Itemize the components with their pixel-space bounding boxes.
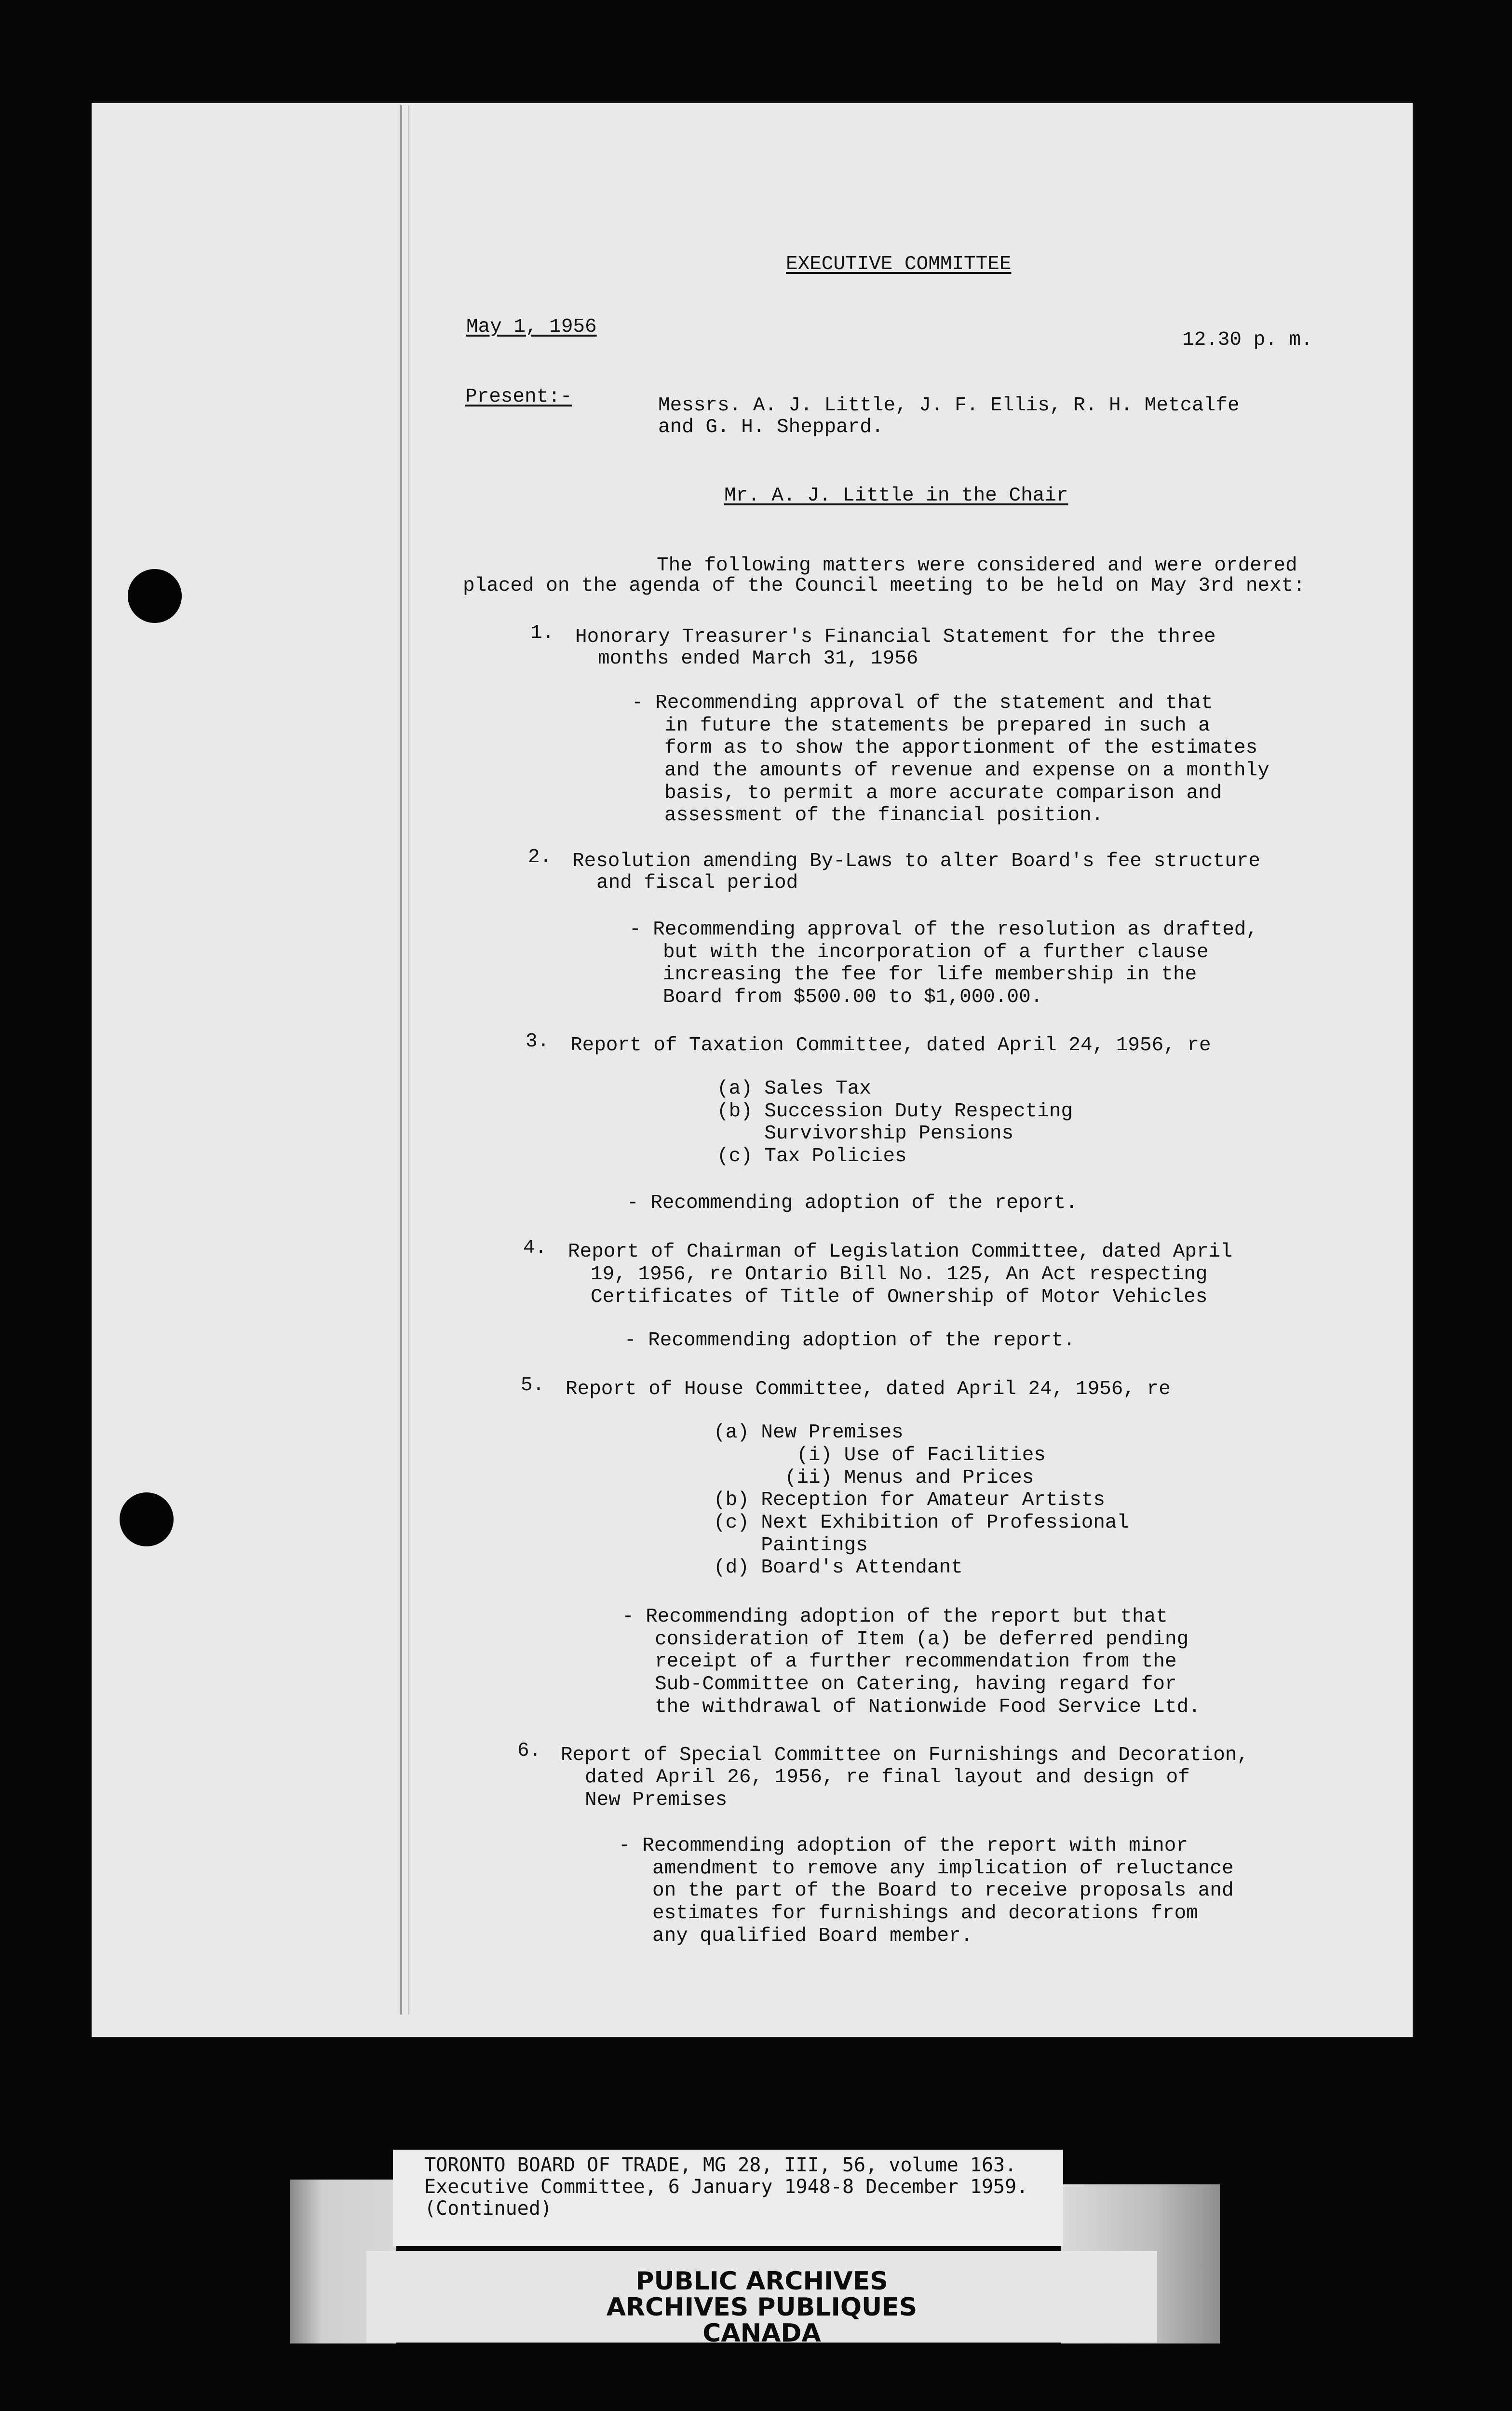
punch-hole-top: [128, 569, 182, 623]
item-3-sub: (a) Sales Tax: [717, 1078, 871, 1100]
item-1-recommendation: in future the statements be prepared in such a: [664, 715, 1210, 737]
item-2-line-2: and fiscal period: [596, 872, 798, 894]
item-1-line-2: months ended March 31, 1956: [598, 648, 918, 670]
item-3-sub: Survivorship Pensions: [717, 1123, 1014, 1145]
item-5-sub: Paintings: [714, 1534, 868, 1557]
archive-reference-line-1: TORONTO BOARD OF TRADE, MG 28, III, 56, volume 163.: [424, 2154, 1017, 2176]
item-3-recommendation: - Recommending adoption of the report.: [627, 1192, 1078, 1214]
item-3-line-1: Report of Taxation Committee, dated April 24, 1956, re: [570, 1034, 1211, 1057]
item-1-recommendation: - Recommending approval of the statement and that: [632, 692, 1213, 714]
present-line-2: and G. H. Sheppard.: [658, 416, 884, 438]
item-5-recommendation: consideration of Item (a) be deferred pending: [655, 1628, 1189, 1651]
item-1-recommendation: basis, to permit a more accurate comparison and: [664, 782, 1222, 804]
public-archives-stamp: [366, 2251, 1157, 2348]
document-title: EXECUTIVE COMMITTEE: [786, 253, 1012, 275]
item-5-sub: (a) New Premises: [714, 1422, 904, 1444]
item-5-recommendation: - Recommending adoption of the report but that: [622, 1606, 1168, 1628]
stamp-line-1: PUBLIC ARCHIVES: [635, 2267, 888, 2296]
item-4-line-2: 19, 1956, re Ontario Bill No. 125, An Act respecting: [591, 1263, 1208, 1286]
archive-reference-line-2: Executive Committee, 6 January 1948-8 December 1959.: [424, 2176, 1028, 2198]
item-2-recommendation: - Recommending approval of the resolution as drafted,: [629, 919, 1258, 941]
item-4-line-3: Certificates of Title of Ownership of Motor Vehicles: [591, 1286, 1208, 1308]
item-6-recommendation: amendment to remove any implication of reluctance: [652, 1857, 1234, 1880]
item-6-recommendation: any qualified Board member.: [652, 1925, 973, 1947]
item-1-recommendation: and the amounts of revenue and expense on a monthly: [664, 759, 1269, 782]
item-5-sub: (d) Board's Attendant: [714, 1557, 963, 1579]
item-2-recommendation: increasing the fee for life membership in the: [663, 963, 1197, 986]
item-5-sub: (ii) Menus and Prices: [714, 1467, 1034, 1489]
item-1-recommendation: assessment of the financial position.: [664, 804, 1104, 826]
stamp-line-3: CANADA: [702, 2319, 821, 2348]
intro-line-1: The following matters were considered and were ordered: [657, 555, 1297, 577]
item-2-recommendation: but with the incorporation of a further clause: [663, 941, 1209, 963]
item-5-recommendation: receipt of a further recommendation from the: [655, 1651, 1177, 1673]
meeting-time: 12.30 p. m.: [1182, 329, 1313, 351]
item-1-recommendation: form as to show the apportionment of the estimates: [664, 737, 1258, 759]
present-label: Present:-: [465, 386, 572, 408]
item-5-line-1: Report of House Committee, dated April 24, 1956, re: [566, 1378, 1171, 1400]
punch-hole-bottom: [120, 1492, 174, 1546]
item-3-sub: (c) Tax Policies: [717, 1145, 907, 1167]
item-4-line-1: Report of Chairman of Legislation Committee, dated April: [568, 1241, 1232, 1263]
item-4-recommendation: - Recommending adoption of the report.: [624, 1329, 1075, 1352]
intro-line-2: placed on the agenda of the Council meeting to be held on May 3rd next:: [463, 575, 1305, 597]
item-1-line-1: Honorary Treasurer's Financial Statement for the three: [575, 626, 1216, 648]
item-number: 3.: [526, 1030, 550, 1053]
item-5-sub: (i) Use of Facilities: [714, 1444, 1046, 1466]
item-6-line-3: New Premises: [585, 1789, 728, 1811]
chair-heading: Mr. A. J. Little in the Chair: [724, 485, 1068, 507]
present-line-1: Messrs. A. J. Little, J. F. Ellis, R. H. Metcalfe: [658, 394, 1240, 417]
margin-rule-secondary: [408, 105, 409, 2015]
archive-reference-line-3: (Continued): [424, 2197, 552, 2220]
item-number: 2.: [528, 846, 552, 868]
item-3-sub: (b) Succession Duty Respecting: [717, 1100, 1073, 1123]
item-6-line-1: Report of Special Committee on Furnishings and Decoration,: [561, 1744, 1249, 1766]
item-5-recommendation: Sub-Committee on Catering, having regard for: [655, 1673, 1177, 1695]
item-2-recommendation: Board from $500.00 to $1,000.00.: [663, 986, 1043, 1008]
item-number: 1.: [530, 622, 554, 644]
item-2-line-1: Resolution amending By-Laws to alter Board's fee structure: [572, 850, 1261, 872]
item-number: 4.: [523, 1237, 547, 1259]
margin-rule: [400, 105, 402, 2015]
item-5-sub: (b) Reception for Amateur Artists: [714, 1489, 1105, 1511]
item-6-recommendation: on the part of the Board to receive proposals and: [652, 1880, 1234, 1902]
item-number: 5.: [521, 1374, 545, 1396]
archive-reference-label: [393, 2150, 1063, 2246]
item-6-recommendation: - Recommending adoption of the report with minor: [619, 1835, 1188, 1857]
item-5-sub: (c) Next Exhibition of Professional: [714, 1512, 1129, 1534]
item-6-recommendation: estimates for furnishings and decorations from: [652, 1902, 1198, 1924]
stamp-line-2: ARCHIVES PUBLIQUES: [606, 2293, 918, 2322]
item-number: 6.: [517, 1740, 541, 1762]
item-5-recommendation: the withdrawal of Nationwide Food Service Ltd.: [655, 1696, 1201, 1718]
meeting-date: May 1, 1956: [466, 316, 597, 338]
item-6-line-2: dated April 26, 1956, re final layout and design of: [585, 1766, 1190, 1788]
